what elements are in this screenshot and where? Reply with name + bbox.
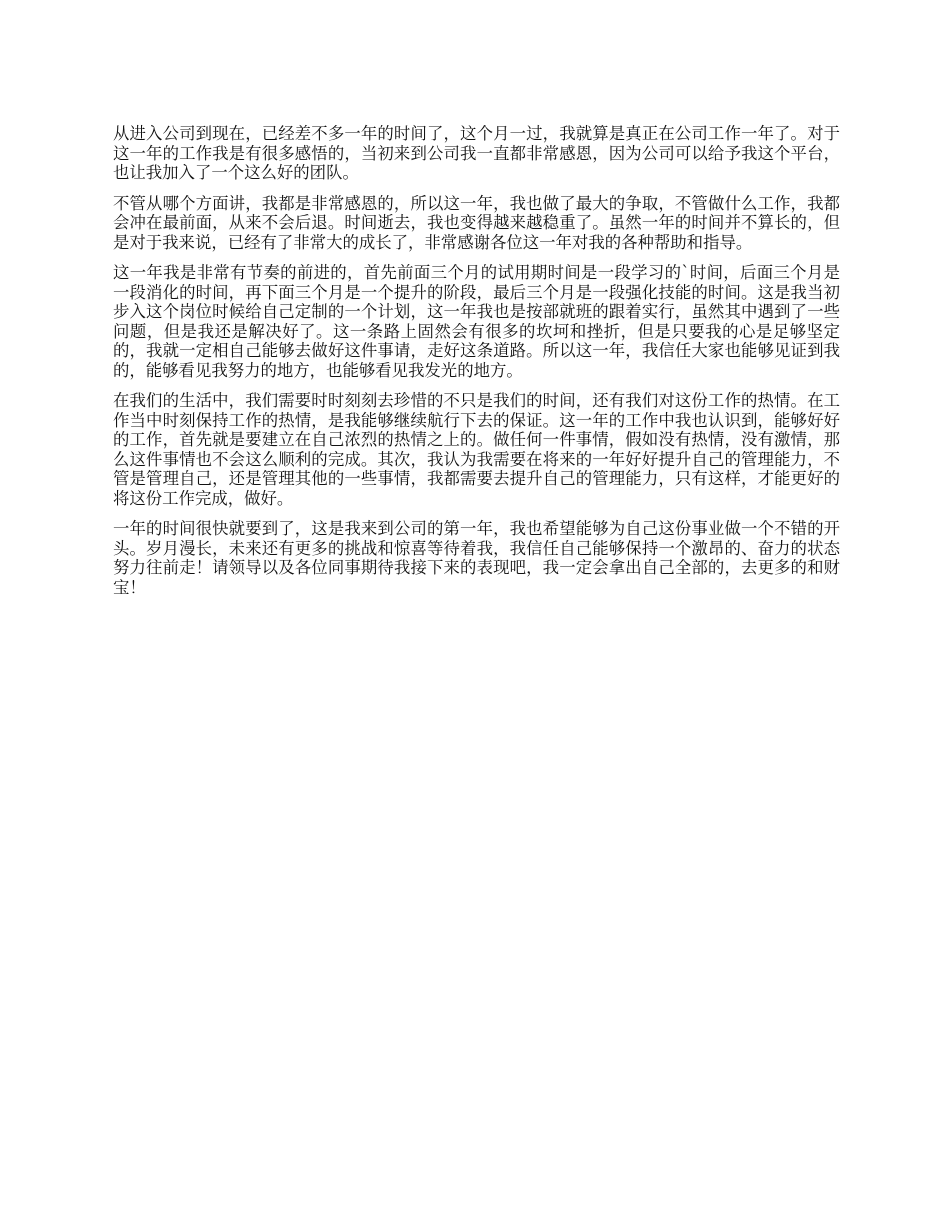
paragraph: 这一年我是非常有节奏的前进的，首先前面三个月的试用期时间是一段学习的`时间，后面三个月是一段消化的时间，再下面三个月是一个提升的阶段，最后三个月是一段强化技能的时间。这是我当初步入这个岗位时候给自己定制的一个计划，这一年我也是按部就班的跟着实行，虽然其中遇到了一些问题，但是我还是解决好了。这一条路上固然会有很多的坎坷和挫折，但是只要我的心是足够坚定的，我就一定相自己能够去做好这件事请，走好这条道路。所以这一年，我信任大家也能够见证到我的，能够看见我努力的地方，也能够看见我发光的地方。 — [113, 263, 840, 380]
paragraph: 在我们的生活中，我们需要时时刻刻去珍惜的不只是我们的时间，还有我们对这份工作的热情。在工作当中时刻保持工作的热情，是我能够继续航行下去的保证。这一年的工作中我也认识到，能够好好的工作，首先就是要建立在自己浓烈的热情之上的。做任何一件事情，假如没有热情，没有激情，那么这件事情也不会这么顺利的完成。其次，我认为我需要在将来的一年好好提升自己的管理能力，不管是管理自己，还是管理其他的一些事情，我都需要去提升自己的管理能力，只有这样，才能更好的将这份工作完成，做好。 — [113, 391, 840, 508]
paragraph: 从进入公司到现在，已经差不多一年的时间了，这个月一过，我就算是真正在公司工作一年了。对于这一年的工作我是有很多感悟的，当初来到公司我一直都非常感恩，因为公司可以给予我这个平台，也让我加入了一个这么好的团队。 — [113, 124, 840, 182]
paragraph: 一年的时间很快就要到了，这是我来到公司的第一年，我也希望能够为自己这份事业做一个不错的开头。岁月漫长，未来还有更多的挑战和惊喜等待着我，我信任自己能够保持一个激昂的、奋力的状态努力往前走！请领导以及各位同事期待我接下来的表现吧，我一定会拿出自己全部的，去更多的和财宝！ — [113, 519, 840, 597]
document-body — [113, 124, 840, 608]
paragraph: 不管从哪个方面讲，我都是非常感恩的，所以这一年，我也做了最大的争取，不管做什么工作，我都会冲在最前面，从来不会后退。时间逝去，我也变得越来越稳重了。虽然一年的时间并不算长的，但是对于我来说，已经有了非常大的成长了，非常感谢各位这一年对我的各种帮助和指导。 — [113, 193, 840, 252]
